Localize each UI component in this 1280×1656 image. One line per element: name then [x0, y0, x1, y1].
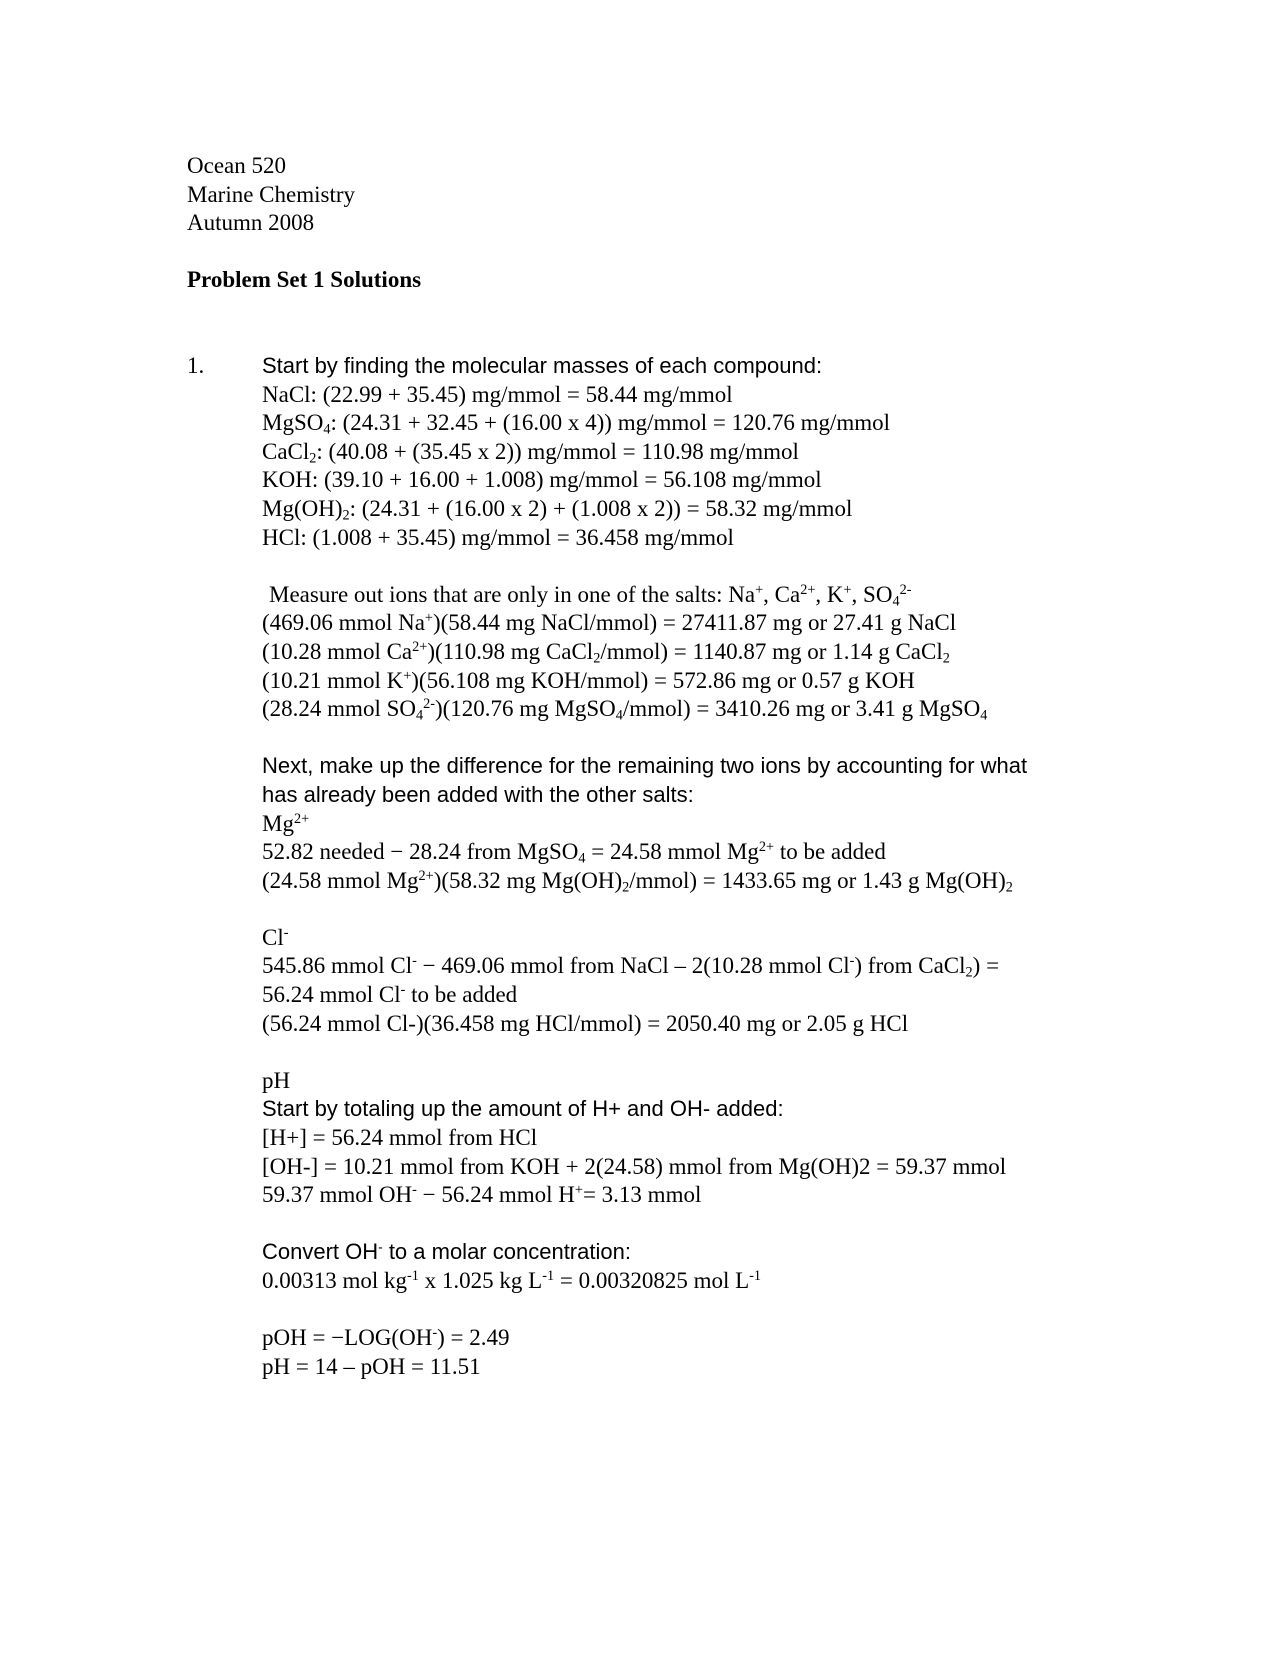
ph-result: pH = 14 – pOH = 11.51 [262, 1353, 481, 1379]
course-header [187, 152, 355, 238]
difference-intro-1: Next, make up the difference for the remaining two ions by accounting for what [262, 753, 1028, 779]
spacer [262, 1296, 1262, 1325]
mg-needed: 52.82 needed − 28.24 from MgSO$_4$ = 24.58 mmol $Mg^{2+}$ to be added [262, 839, 886, 867]
net-oh: 59.37 mmol OH- − 56.24 mmol H+= 3.13 mmol [262, 1182, 702, 1208]
course-term: Autumn 2008 [187, 210, 315, 236]
mg-calculation: (24.58 mmol $Mg^{2+})(58.32$ mg $Mg(OH)_2/mmol) = 1433.65$ mg or 1.43 g $Mg(OH)_2$ [262, 867, 1013, 896]
single-ions-intro: Measure out ions that are only in one of the salts: Na+, $Ca^{2+}$, K+, $SO_4^{2-}$ [269, 581, 912, 610]
difference-intro-2: has already been added with the other salts: [262, 781, 694, 807]
cl-label: Cl- [262, 924, 289, 950]
spacer [262, 552, 1262, 581]
masses-intro: Start by finding the molecular masses of each compound: [262, 353, 823, 378]
cl-needed: 545.86 mmol Cl- − 469.06 mmol from NaCl – 2(10.28 mmol Cl-) from CaCl$_2$) = [262, 953, 1000, 982]
mass-koh: KOH: (39.10 + 16.00 + 1.008) mg/mmol = 56.108 mg/mmol [262, 467, 822, 493]
mass-cacl2: CaCl$_2$: (40.08 + (35.45 x 2)) mg/mmol = 110.98 mg/mmol [262, 438, 799, 467]
mass-mgso4: MgSO$_4$: (24.31 + 32.45 + (16.00 x 4)) mg/mmol = 120.76 mg/mmol [262, 410, 891, 438]
h-total: [H+] = 56.24 mmol from HCl [262, 1125, 538, 1151]
spacer [262, 895, 1262, 924]
cl-calculation: (56.24 mmol Cl-)(36.458 mg HCl/mmol) = 2050.40 mg or 2.05 g HCl [262, 1010, 909, 1036]
oh-total: [OH-] = 10.21 mmol from KOH + 2(24.58) mmol from Mg(OH)2 = 59.37 mmol [262, 1153, 1007, 1179]
ph-intro: Start by totaling up the amount of H+ and OH- added: [262, 1096, 784, 1122]
course-subject: Marine Chemistry [187, 181, 355, 207]
molar-conversion: 0.00313 mol $kg^{-1}$ x 1.025 kg $L^{-1} = 0.00320825$ mol $L^{-1}$ [262, 1268, 762, 1293]
mass-nacl: NaCl: (22.99 + 35.45) mg/mmol = 58.44 mg/mmol [262, 381, 733, 407]
spacer [262, 1038, 1262, 1067]
mass-mgoh2: $Mg(OH)_2$: (24.31 + (16.00 x 2) + (1.008 x 2)) = 58.32 mg/mmol [262, 495, 853, 524]
so4-calculation: (28.24 mmol $SO_4^{2-})(120.76$ mg MgSO$_4$/mmol) = 3410.26 mg or 3.41 g MgSO$_4$ [262, 696, 988, 724]
cl-to-add: 56.24 mmol Cl- to be added [262, 982, 518, 1008]
k-calculation: (10.21 mmol K+)(56.108 mg KOH/mmol) = 572.86 mg or 0.57 g KOH [262, 667, 915, 693]
spacer [262, 724, 1262, 753]
na-calculation: (469.06 mmol Na+)(58.44 mg NaCl/mmol) = 27411.87 mg or 27.41 g NaCl [262, 610, 957, 636]
mass-hcl: HCl: (1.008 + 35.45) mg/mmol = 36.458 mg/mmol [262, 524, 734, 550]
document-title: Problem Set 1 Solutions [187, 267, 422, 292]
mg-label: $Mg^{2+}$ [262, 810, 310, 836]
problem-number: 1. [187, 353, 205, 378]
course-name: Ocean 520 [187, 153, 286, 178]
ph-label: pH [262, 1067, 291, 1093]
convert-intro: Convert OH- to a molar concentration: [262, 1239, 631, 1265]
ca-calculation: (10.28 mmol $Ca^{2+})(110.98$ mg CaCl$_2$/mmol) = 1140.87 mg or 1.14 g CaCl$_2$ [262, 638, 950, 667]
problem-solution [262, 352, 1262, 1381]
poh-result: pOH = −LOG(OH-) = 2.49 [262, 1325, 510, 1351]
spacer [262, 1210, 1262, 1239]
